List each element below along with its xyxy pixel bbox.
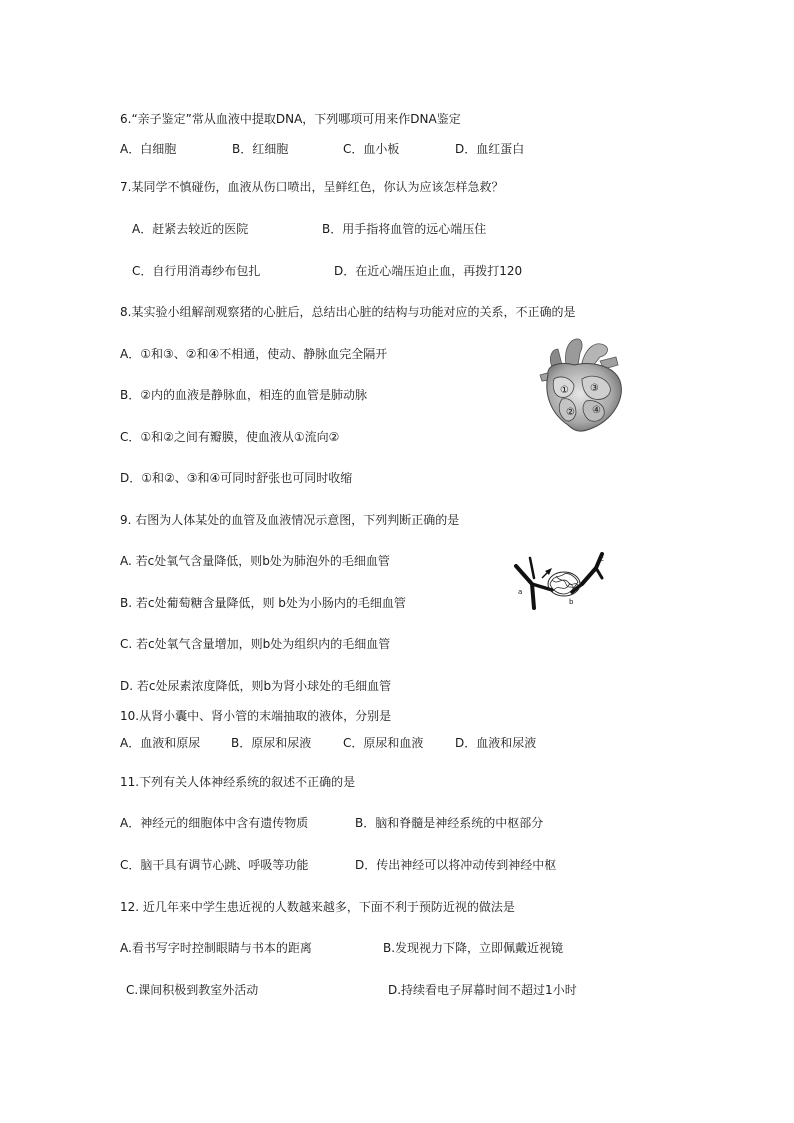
q11-stem: 11.下列有关人体神经系统的叙述不正确的是: [120, 775, 356, 789]
q11-option-b: B．脑和脊髓是神经系统的中枢部分: [355, 816, 544, 830]
q9-option-d: D. 若c处尿素浓度降低，则b为肾小球处的毛细血管: [120, 679, 392, 693]
q12-option-c: C.课间积极到教室外活动: [126, 983, 259, 997]
q9-option-b: B. 若c处葡萄糖含量降低，则 b处为小肠内的毛细血管: [120, 596, 406, 610]
q12-option-b: B.发现视力下降，立即佩戴近视镜: [383, 941, 564, 955]
q8-option-b: B．②内的血液是静脉血，相连的血管是肺动脉: [120, 388, 367, 402]
q10-option-d: D．血液和尿液: [455, 736, 537, 750]
q11-option-d: D．传出神经可以将冲动传到神经中枢: [355, 858, 557, 872]
q10-option-b: B．原尿和尿液: [231, 736, 312, 750]
q7-stem: 7.某同学不慎碰伤，血液从伤口喷出，呈鲜红色，你认为应该怎样急救？: [120, 180, 504, 194]
q8-option-a: A．①和③、②和④不相通，使动、静脉血完全隔开: [120, 347, 388, 361]
q10-option-a: A．血液和原尿: [120, 736, 201, 750]
q12-stem: 12. 近几年来中学生患近视的人数越来越多，下面不利于预防近视的做法是: [120, 900, 515, 914]
heart-diagram: [530, 335, 630, 433]
q9-option-c: C. 若c处氧气含量增加，则b处为组织内的毛细血管: [120, 637, 391, 651]
q7-option-d: D．在近心端压迫止血，再拨打120: [334, 264, 523, 278]
q12-option-d: D.持续看电子屏幕时间不超过1小时: [388, 983, 577, 997]
heart-label-2: ②: [566, 407, 575, 418]
q9-option-a: A. 若c处氧气含量降低，则b处为肺泡外的毛细血管: [120, 554, 390, 568]
q6-option-c: C．血小板: [343, 142, 400, 156]
q6-stem: 6.“亲子鉴定”常从血液中提取DNA，下列哪项可用来作DNA鉴定: [120, 112, 461, 126]
q9-stem: 9. 右图为人体某处的血管及血液情况示意图，下列判断正确的是: [120, 513, 460, 527]
q8-stem: 8.某实验小组解剖观察猪的心脏后，总结出心脏的结构与功能对应的关系，不正确的是: [120, 305, 576, 319]
q8-option-c: C．①和②之间有瓣膜，使血液从①流向②: [120, 430, 340, 444]
q7-option-c: C．自行用消毒纱布包扎: [132, 264, 261, 278]
q8-option-d: D．①和②、③和④可同时舒张也可同时收缩: [120, 471, 353, 485]
q12-option-a: A.看书写字时控制眼睛与书本的距离: [120, 941, 312, 955]
q7-option-b: B．用手指将血管的远心端压住: [322, 222, 487, 236]
q11-option-a: A．神经元的细胞体中含有遗传物质: [120, 816, 309, 830]
heart-label-3: ③: [590, 383, 599, 394]
heart-label-1: ①: [560, 385, 569, 396]
capillary-label-a: a: [518, 588, 523, 596]
capillary-diagram: [512, 548, 606, 610]
q10-option-c: C．原尿和血液: [343, 736, 424, 750]
q6-option-a: A．白细胞: [120, 142, 177, 156]
q6-option-b: B．红细胞: [232, 142, 289, 156]
capillary-label-b: b: [569, 598, 574, 606]
q11-option-c: C．脑干具有调节心跳、呼吸等功能: [120, 858, 309, 872]
heart-label-4: ④: [592, 405, 601, 416]
q7-option-a: A．赶紧去较近的医院: [132, 222, 249, 236]
q6-option-d: D．血红蛋白: [455, 142, 525, 156]
capillary-label-c: c: [600, 555, 604, 563]
q10-stem: 10.从肾小囊中、肾小管的末端抽取的液体，分别是: [120, 709, 392, 723]
